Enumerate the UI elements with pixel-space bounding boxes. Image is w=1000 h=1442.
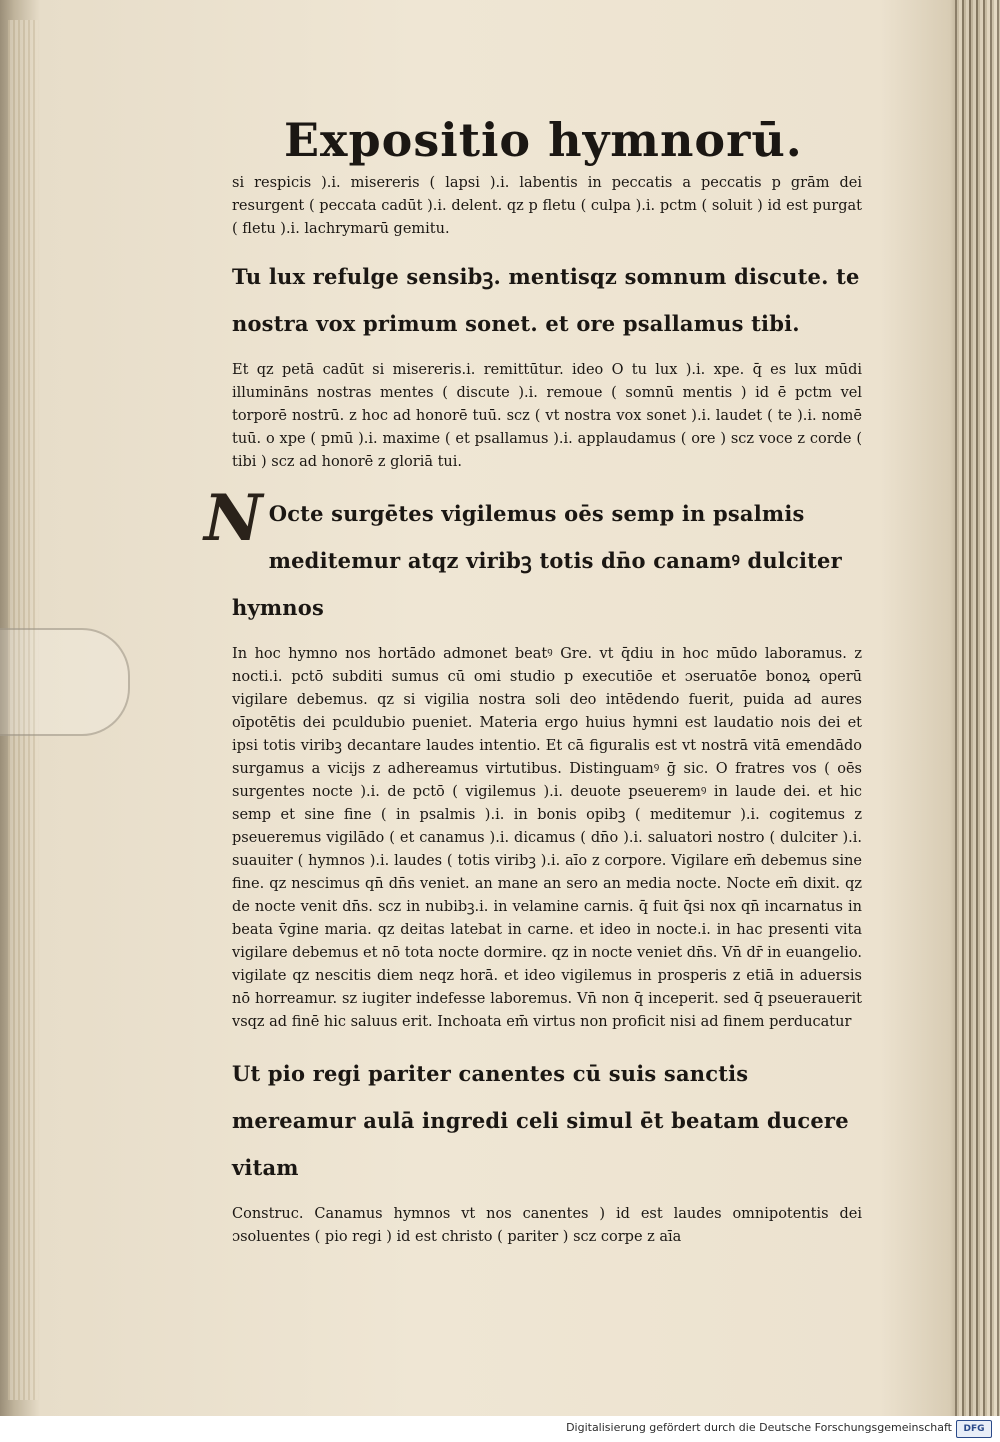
commentary-3: In hoc hymno nos hortādo admonet beatꝰ Gre. vt q̄diu in hoc mūdo laboramus. z nocti.i. pctō subditi sumus cū omi studio p executiōe et ɔseruatōe bonoꝝ operū vigilare debemus. qz si vigilia nostra soli deo intēdendo fuerit, puida ad aures oīpotētis dei pculdubio pueniet. Materia ergo huius hymni est laudatio nois dei et ipsi totis viribꝫ decantare laudes intentio. Et cā figuralis est vt nostrā vitā emendādo surgamus a vicijs z adhereamus virtutibus. Distinguamꝰ ḡ sic. O fratres vos ( oēs surgentes nocte ).i. de pctō ( vigilemus ).i. deuote pseueremꝰ in laude dei. et hic semp et sine fine ( in psalmis ).i. in bonis opibꝫ ( meditemur ).i. cogitemus z pseueremus vigilādo ( et canamus ).i. dicamus ( dn̄o ).i. saluatori nostro ( dulciter ).i. suauiter ( hymnos ).i. laudes ( totis viribꝫ ).i. aīo z corpore. Vigilare em̄ debemus sine fine. qz nescimus qn̄ dn̄s veniet. an mane an sero an media nocte. Nocte em̄ dixit. qz de nocte venit dn̄s. scz in nubibꝫ.i. in velamine carnis. q̄ fuit q̄si nox qn̄ incarnatus in beata v̄gine maria. qz deitas latebat in carne. et ideo in nocte.i. in hac presenti vita vigilare debemus et nō tota nocte dormire. qz in nocte veniet dn̄s. Vn̄ dr̄ in euangelio. vigilate qz nescitis diem neqz horā. et ideo vigilemus in prosperis z etiā in aduersis nō horreamur. sz iugiter indefesse laboremus. Vn̄ non q̄ inceperit. sed q̄ pseuerauerit vsqz ad finē hic saluus erit. Inchoata em̄ virtus non proficit nisi ad finem perducatur: [232, 646, 862, 1030]
page-title: Expositio hymnorū.: [284, 113, 803, 167]
footer-bar: [0, 1416, 1000, 1442]
page-text: [204, 100, 862, 1249]
initial-capital: N: [204, 481, 263, 556]
commentary-4: Construc. Canamus hymnos vt nos canentes ) id est laudes omnipotentis dei ɔsoluentes ( pio regi ) id est christo ( pariter ) scz corpe z aīa: [232, 1206, 862, 1245]
verse-2: [204, 481, 862, 631]
right-page-edges: [955, 0, 1000, 1416]
verse-3: Ut pio regi pariter canentes cū suis sanctis mereamur aulā ingredi celi simul ēt beatam ducere vitam: [232, 1061, 849, 1180]
verse-1: Tu lux refulge sensibꝫ. mentisqz somnum discute. te nostra vox primum sonet. et ore psallamus tibi.: [232, 264, 860, 336]
commentary-2: Et qz petā cadūt si misereris.i. remittūtur. ideo O tu lux ).i. xpe. q̄ es lux mūdi illumināns nostras mentes ( discute ).i. remoue ( somnū mentis ) id ē pctm vel torporē nostrū. z hoc ad honorē tuū. scz ( vt nostra vox sonet ).i. laudet ( te ).i. nomē tuū. o xpe ( pmū ).i. maxime ( et psallamus ).i. applaudamus ( ore ) scz voce z corde ( tibi ) scz ad honorē z gloriā tui.: [232, 362, 862, 470]
commentary-1: si respicis ).i. misereris ( lapsi ).i. labentis in peccatis a peccatis p grām dei resurgent ( peccata cadūt ).i. delent. qz p fletu ( culpa ).i. pctm ( soluit ) id est purgat ( fletu ).i. lachrymarū gemitu.: [232, 175, 862, 237]
verse-2-text: Octe surgētes vigilemus oēs semp in psalmis meditemur atqz viribꝫ totis dn̄o canamꝰ dulciter hymnos: [232, 501, 842, 620]
dfg-logo: DFG: [956, 1420, 992, 1438]
footer-credit: Digitalisierung gefördert durch die Deutsche Forschungsgemeinschaft: [566, 1421, 952, 1434]
page-clip: [0, 628, 130, 736]
